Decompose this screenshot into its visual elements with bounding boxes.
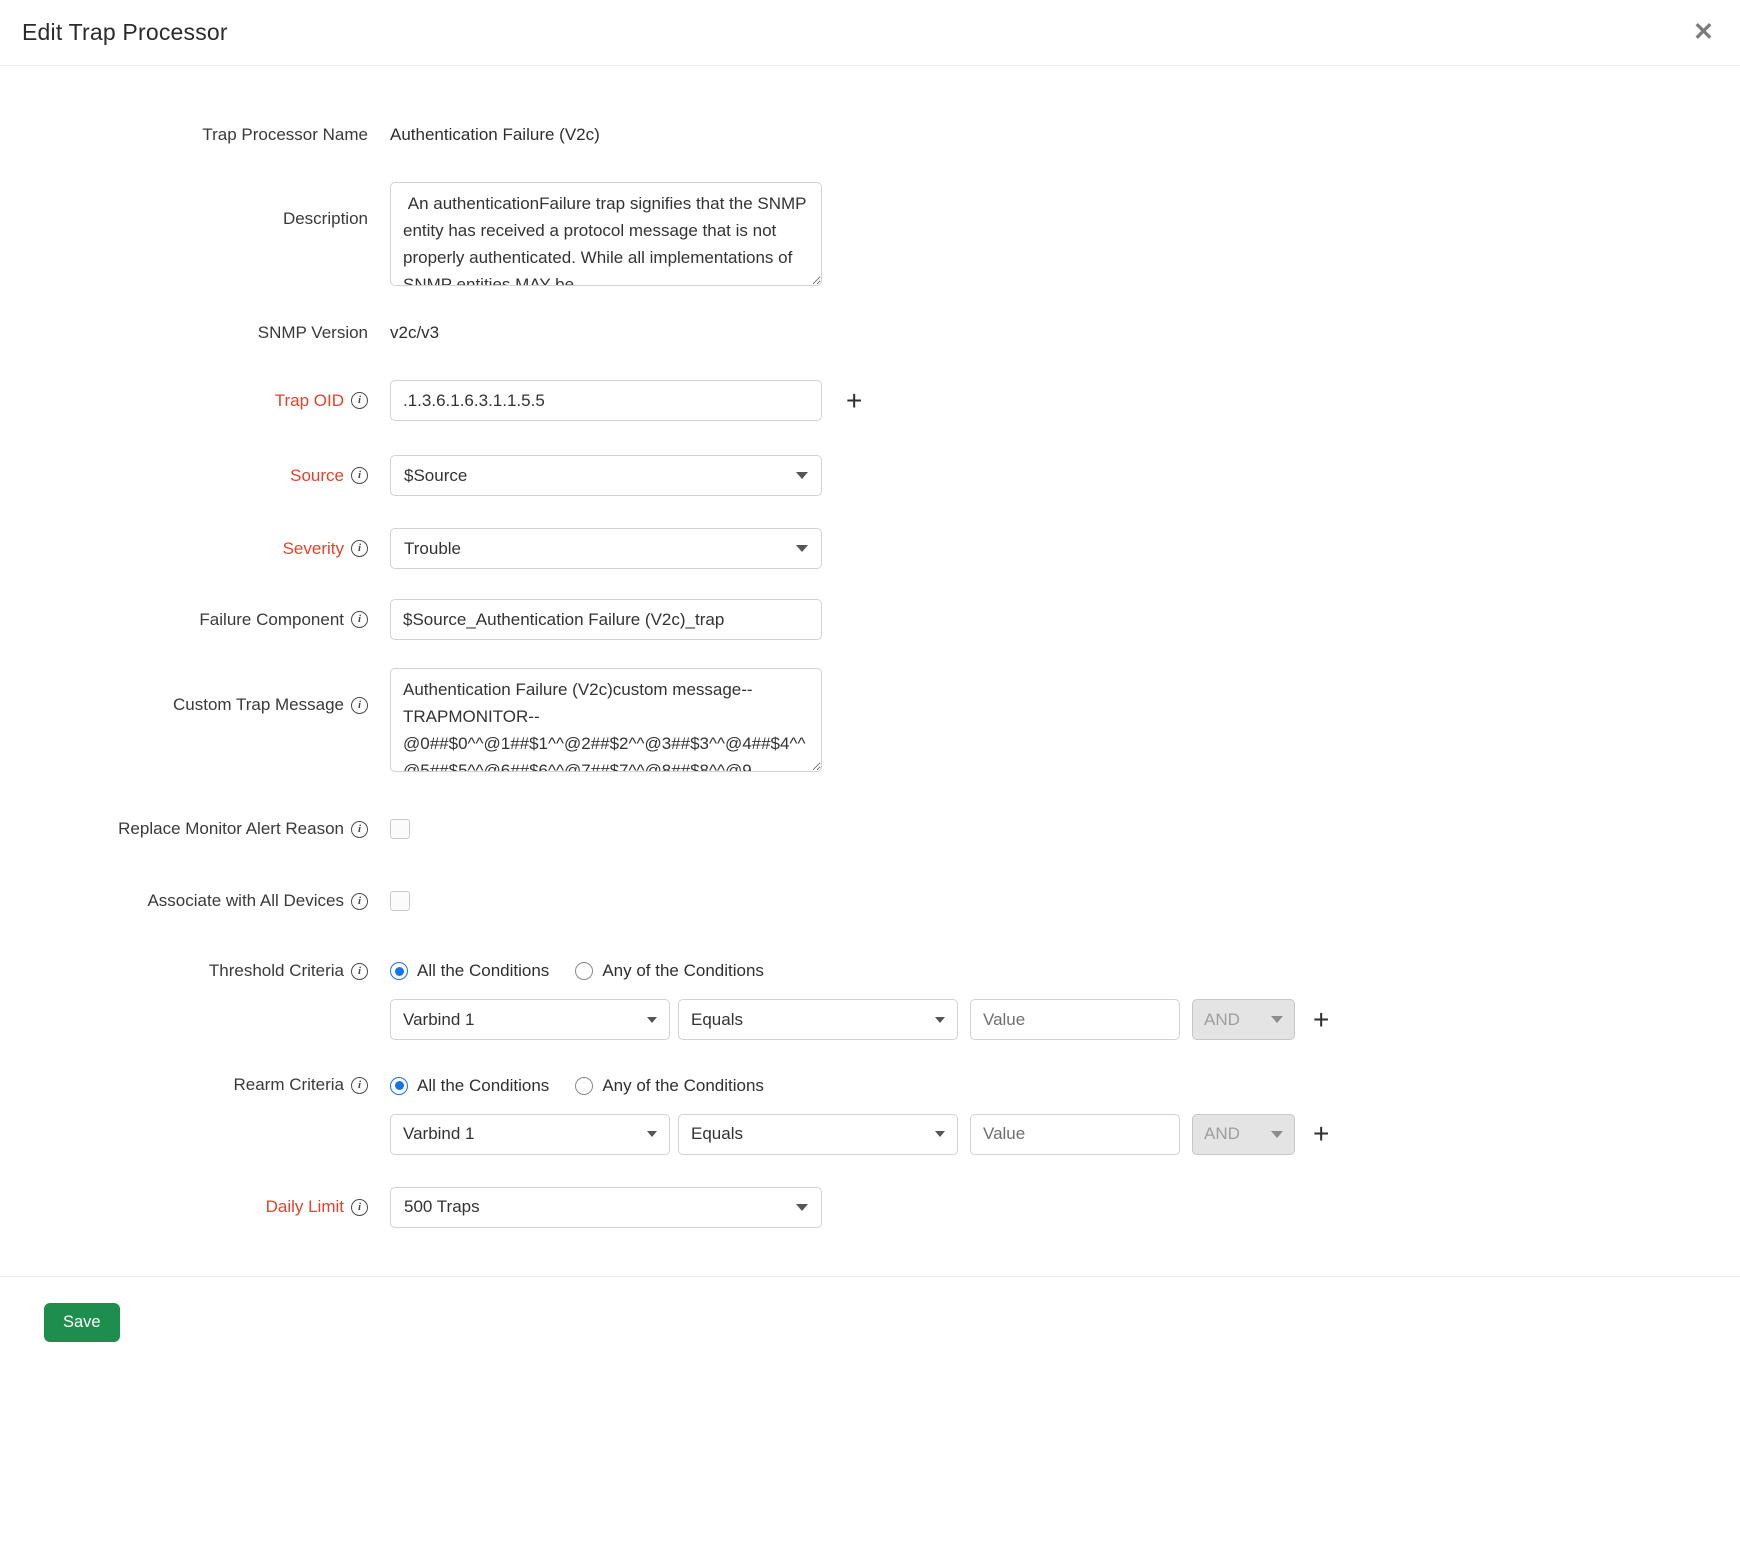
rearm-varbind-select[interactable] <box>390 1114 670 1155</box>
edit-trap-processor-form <box>0 66 1740 1228</box>
severity-select[interactable] <box>390 528 822 569</box>
threshold-criteria-label: Threshold Criteria <box>208 961 344 981</box>
add-threshold-condition-button[interactable]: + <box>1309 1006 1333 1034</box>
description-row <box>0 182 1740 286</box>
chevron-down-icon <box>796 1204 808 1211</box>
rearm-operator-value: Equals <box>691 1124 743 1144</box>
severity-label: Severity <box>282 538 344 558</box>
rearm-value-input[interactable] <box>970 1114 1180 1155</box>
associate-with-all-devices-row <box>0 890 1740 912</box>
chevron-down-icon <box>935 1017 945 1023</box>
threshold-logical-operator-value: AND <box>1204 1009 1240 1029</box>
rearm-logical-operator-value: AND <box>1204 1124 1240 1144</box>
source-select-value: $Source <box>404 465 468 485</box>
failure-component-row <box>0 599 1740 640</box>
threshold-any-conditions-radio[interactable] <box>575 961 764 981</box>
replace-monitor-alert-reason-checkbox[interactable] <box>390 819 410 839</box>
threshold-operator-select[interactable] <box>678 999 958 1040</box>
daily-limit-row <box>0 1187 1740 1228</box>
threshold-all-conditions-radio[interactable] <box>390 961 549 981</box>
associate-with-all-devices-checkbox[interactable] <box>390 891 410 911</box>
snmp-version-row <box>0 322 1740 344</box>
radio-selected-icon <box>390 1077 408 1095</box>
severity-row <box>0 528 1740 569</box>
threshold-all-conditions-label: All the Conditions <box>417 961 550 981</box>
severity-info-icon[interactable]: i <box>351 540 368 557</box>
rearm-condition-row <box>0 1114 1740 1155</box>
description-textarea[interactable] <box>390 182 822 286</box>
dialog-title: Edit Trap Processor <box>22 19 228 45</box>
associate-with-all-devices-label: Associate with All Devices <box>147 891 344 911</box>
save-button[interactable]: Save <box>44 1303 120 1342</box>
rearm-any-conditions-label: Any of the Conditions <box>602 1075 764 1095</box>
trap-oid-label: Trap OID <box>274 390 344 410</box>
trap-processor-name-row <box>0 124 1740 146</box>
radio-selected-icon <box>390 962 408 980</box>
replace-monitor-alert-reason-label: Replace Monitor Alert Reason <box>118 819 344 839</box>
trap-oid-input[interactable] <box>390 380 822 421</box>
close-icon[interactable]: ✕ <box>1693 18 1714 46</box>
chevron-down-icon <box>647 1131 657 1137</box>
rearm-criteria-label: Rearm Criteria <box>233 1075 344 1095</box>
rearm-logical-operator-select <box>1192 1114 1295 1155</box>
threshold-varbind-value: Varbind 1 <box>403 1009 475 1029</box>
replace-monitor-alert-reason-info-icon[interactable]: i <box>351 821 368 838</box>
custom-trap-message-textarea[interactable] <box>390 668 822 772</box>
snmp-version-value: v2c/v3 <box>390 323 440 343</box>
snmp-version-label: SNMP Version <box>257 323 368 343</box>
source-select[interactable] <box>390 455 822 496</box>
threshold-criteria-info-icon[interactable]: i <box>351 963 368 980</box>
radio-unselected-icon <box>575 1077 593 1095</box>
rearm-criteria-row <box>0 1074 1740 1096</box>
chevron-down-icon <box>796 545 808 552</box>
failure-component-input[interactable] <box>390 599 822 640</box>
rearm-operator-select[interactable] <box>678 1114 958 1155</box>
radio-unselected-icon <box>575 962 593 980</box>
threshold-value-input[interactable] <box>970 999 1180 1040</box>
chevron-down-icon <box>647 1017 657 1023</box>
threshold-varbind-select[interactable] <box>390 999 670 1040</box>
daily-limit-select[interactable] <box>390 1187 822 1228</box>
chevron-down-icon <box>796 472 808 479</box>
description-label: Description <box>282 209 368 229</box>
chevron-down-icon <box>935 1131 945 1137</box>
rearm-criteria-info-icon[interactable]: i <box>351 1077 368 1094</box>
replace-monitor-alert-reason-row <box>0 818 1740 840</box>
custom-trap-message-info-icon[interactable]: i <box>351 697 368 714</box>
severity-select-value: Trouble <box>404 538 462 558</box>
failure-component-label: Failure Component <box>199 609 344 629</box>
trap-oid-row <box>0 380 1740 421</box>
add-trap-oid-button[interactable]: + <box>842 387 866 415</box>
threshold-condition-row <box>0 999 1740 1040</box>
source-row <box>0 455 1740 496</box>
associate-with-all-devices-info-icon[interactable]: i <box>351 893 368 910</box>
custom-trap-message-label: Custom Trap Message <box>172 695 344 715</box>
custom-trap-message-row <box>0 668 1740 772</box>
chevron-down-icon <box>1271 1131 1283 1138</box>
chevron-down-icon <box>1271 1016 1283 1023</box>
threshold-any-conditions-label: Any of the Conditions <box>602 961 764 981</box>
threshold-criteria-row <box>0 960 1740 982</box>
threshold-logical-operator-select <box>1192 999 1295 1040</box>
threshold-operator-value: Equals <box>691 1009 743 1029</box>
rearm-varbind-value: Varbind 1 <box>403 1124 475 1144</box>
add-rearm-condition-button[interactable]: + <box>1309 1120 1333 1148</box>
source-info-icon[interactable]: i <box>351 467 368 484</box>
failure-component-info-icon[interactable]: i <box>351 611 368 628</box>
daily-limit-info-icon[interactable]: i <box>351 1199 368 1216</box>
rearm-all-conditions-label: All the Conditions <box>417 1075 550 1095</box>
daily-limit-label: Daily Limit <box>265 1197 344 1217</box>
rearm-any-conditions-radio[interactable] <box>575 1076 764 1096</box>
trap-processor-name-value: Authentication Failure (V2c) <box>390 125 600 145</box>
dialog-header <box>0 0 1740 66</box>
trap-processor-name-label: Trap Processor Name <box>202 125 368 144</box>
trap-oid-info-icon[interactable]: i <box>351 392 368 409</box>
dialog-footer <box>0 1276 1740 1342</box>
daily-limit-select-value: 500 Traps <box>404 1197 480 1217</box>
rearm-all-conditions-radio[interactable] <box>390 1076 549 1096</box>
source-label: Source <box>290 465 344 485</box>
